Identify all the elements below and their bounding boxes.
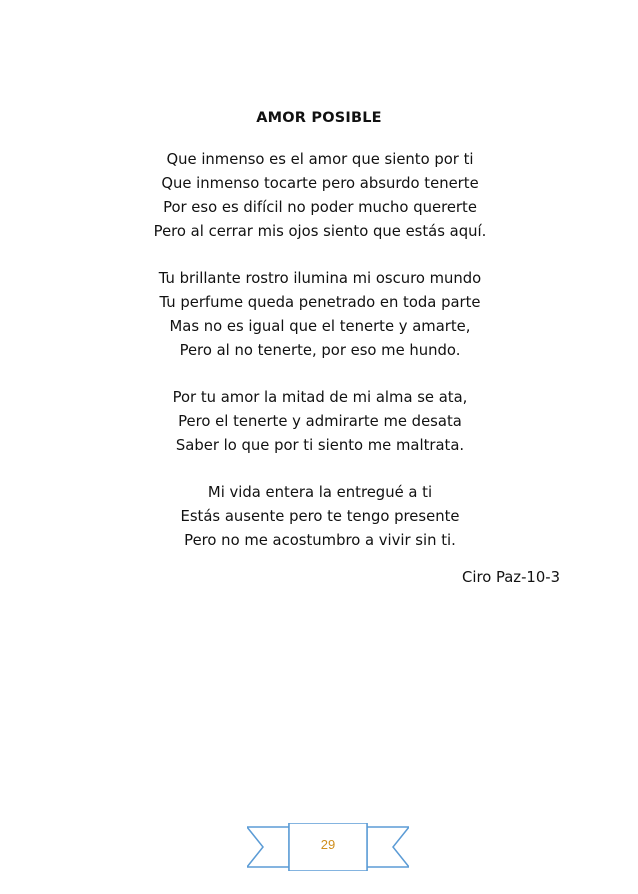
poem-line: Pero al no tenerte, por eso me hundo.	[179, 342, 461, 359]
stanza	[0, 267, 638, 363]
poem-line: Que inmenso es el amor que siento por ti	[166, 151, 474, 168]
poem-line: Pero al cerrar mis ojos siento que estás aquí.	[153, 223, 487, 240]
page-footer	[247, 823, 409, 871]
stanza	[0, 481, 638, 553]
poem-line: Mi vida entera la entregué a ti	[207, 484, 433, 501]
poem-line: Que inmenso tocarte pero absurdo tenerte	[161, 175, 479, 192]
poem-title: AMOR POSIBLE	[256, 110, 382, 126]
stanza	[0, 386, 638, 458]
stanza	[0, 148, 638, 244]
poem-line: Por eso es difícil no poder mucho quererte	[163, 199, 477, 216]
poem-line: Por tu amor la mitad de mi alma se ata,	[172, 389, 468, 406]
page-number: 29	[320, 837, 336, 852]
poem-line: Mas no es igual que el tenerte y amarte,	[169, 318, 471, 335]
poem-line: Saber lo que por ti siento me maltrata.	[175, 437, 465, 454]
poem-line: Pero no me acostumbro a vivir sin ti.	[184, 532, 456, 549]
poem-author: Ciro Paz-10-3	[462, 569, 560, 586]
poem-line: Pero el tenerte y admirarte me desata	[178, 413, 462, 430]
poem-line: Estás ausente pero te tengo presente	[180, 508, 460, 525]
poem-body	[0, 148, 638, 576]
poem-line: Tu brillante rostro ilumina mi oscuro mundo	[158, 270, 482, 287]
poem-line: Tu perfume queda penetrado en toda parte	[159, 294, 481, 311]
